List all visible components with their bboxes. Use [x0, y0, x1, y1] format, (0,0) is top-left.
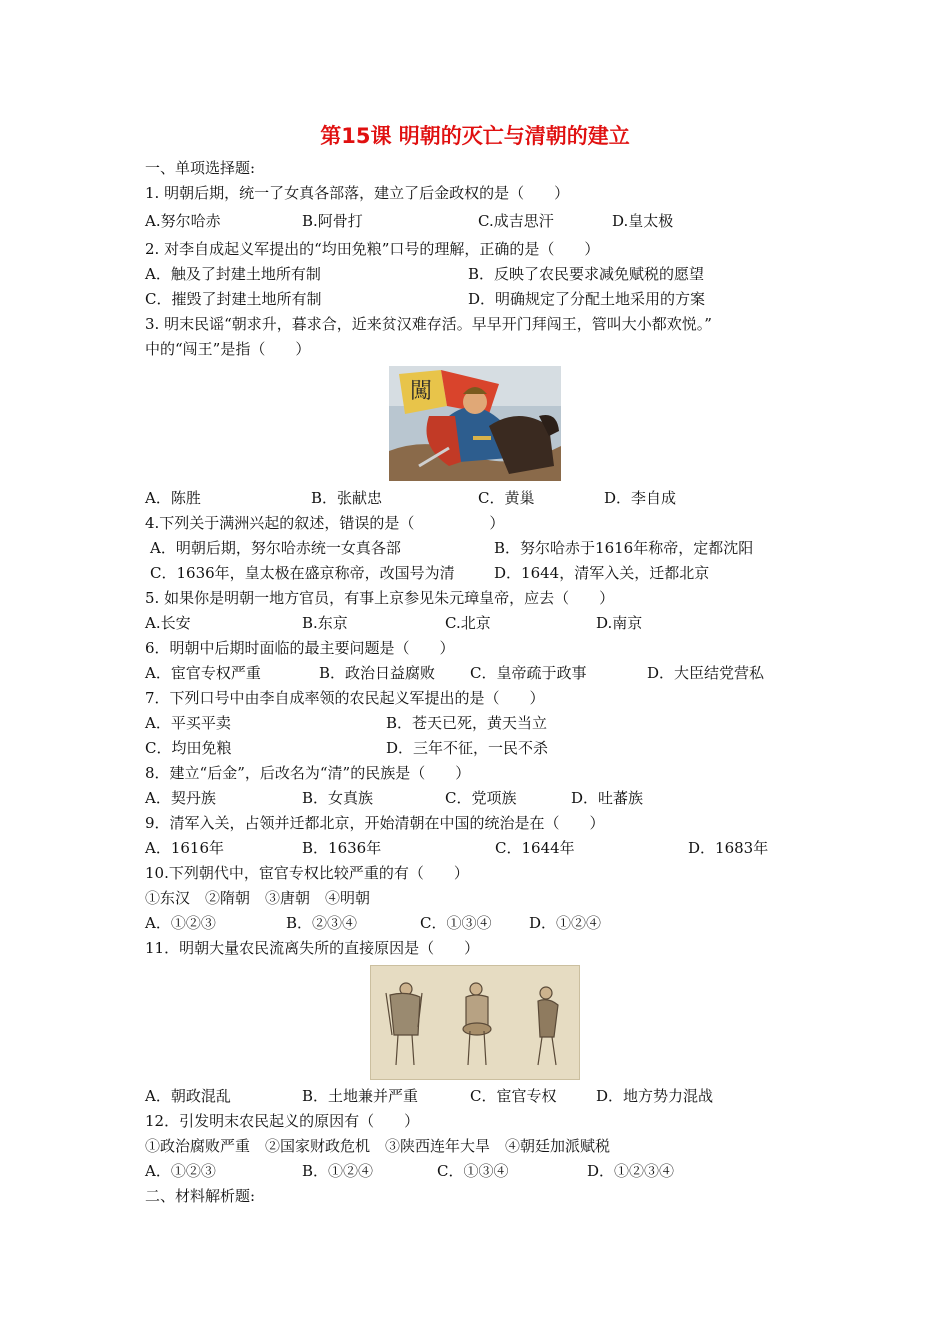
q9-option-d: D．1683年 [688, 839, 769, 857]
q1-option-d: D.皇太极 [612, 212, 674, 230]
q12-option-c: C．①③④ [437, 1162, 509, 1180]
q11-option-c: C．宦官专权 [470, 1087, 557, 1105]
q6-option-b: B．政治日益腐败 [319, 664, 436, 682]
q8-option-c: C．党项族 [445, 789, 517, 807]
question-10-items: ①东汉 ②隋朝 ③唐朝 ④明朝 [145, 889, 371, 907]
q1-option-b: B.阿骨打 [302, 212, 363, 230]
q5-option-a: A.长安 [145, 614, 191, 632]
question-5-stem: 5. 如果你是明朝一地方官员，有事上京参见朱元璋皇帝，应去（ ） [145, 589, 615, 607]
q3-option-c: C．黄巢 [478, 489, 535, 507]
refugees-painting [370, 965, 580, 1080]
question-7-stem: 7．下列口号中由李自成率领的农民起义军提出的是（ ） [145, 689, 545, 707]
li-zicheng-illustration [389, 366, 561, 481]
q6-option-d: D．大臣结党营私 [647, 664, 765, 682]
q9-option-b: B．1636年 [302, 839, 382, 857]
q6-option-c: C．皇帝疏于政事 [470, 664, 587, 682]
q10-option-c: C．①③④ [420, 914, 492, 932]
q9-option-c: C．1644年 [495, 839, 575, 857]
question-3-stem-cont: 中的“闯王”是指（ ） [145, 340, 311, 358]
q9-option-a: A．1616年 [145, 839, 225, 857]
q11-option-b: B．土地兼并严重 [302, 1087, 419, 1105]
q2-option-d: D．明确规定了分配土地采用的方案 [468, 290, 706, 308]
banner-character: 闖 [409, 379, 433, 404]
q7-option-d: D．三年不征，一民不杀 [386, 739, 549, 757]
q5-option-d: D.南京 [596, 614, 643, 632]
q3-option-a: A．陈胜 [145, 489, 201, 507]
q10-option-b: B．②③④ [286, 914, 358, 932]
question-2-stem: 2. 对李自成起义军提出的“均田免粮”口号的理解，正确的是（ ） [145, 240, 600, 258]
q4-option-b: B．努尔哈赤于1616年称帝，定都沈阳 [494, 539, 754, 557]
question-8-stem: 8．建立“后金”，后改名为“清”的民族是（ ） [145, 764, 471, 782]
section-heading-material: 二、材料解析题: [145, 1187, 256, 1205]
section-heading-choice: 一、单项选择题: [145, 159, 256, 177]
q2-option-c: C．摧毁了封建土地所有制 [145, 290, 322, 308]
q3-option-d: D．李自成 [604, 489, 677, 507]
q5-option-b: B.东京 [302, 614, 348, 632]
question-9-stem: 9．清军入关，占领并迁都北京，开始清朝在中国的统治是在（ ） [145, 814, 605, 832]
q8-option-d: D．吐蕃族 [571, 789, 644, 807]
page-title: 第15课 明朝的灭亡与清朝的建立 [320, 124, 630, 148]
q8-option-a: A．契丹族 [145, 789, 216, 807]
q4-option-d: D．1644，清军入关，迁都北京 [494, 564, 710, 582]
q1-option-c: C.成吉思汗 [478, 212, 554, 230]
q4-option-c: C．1636年，皇太极在盛京称帝，改国号为清 [150, 564, 455, 582]
q10-option-a: A．①②③ [145, 914, 216, 932]
q7-option-a: A．平买平卖 [145, 714, 231, 732]
q12-option-d: D．①②③④ [587, 1162, 675, 1180]
question-4-stem: 4.下列关于满洲兴起的叙述，错误的是（ ） [145, 514, 505, 532]
q12-option-b: B．①②④ [302, 1162, 374, 1180]
question-11-stem: 11．明朝大量农民流离失所的直接原因是（ ） [145, 939, 480, 957]
question-3-stem: 3. 明末民谣“朝求升，暮求合，近来贫汉难存活。早早开门拜闯王，管叫大小都欢悦。” [145, 315, 712, 333]
q7-option-c: C．均田免粮 [145, 739, 232, 757]
q2-option-a: A．触及了封建土地所有制 [145, 265, 321, 283]
q6-option-a: A．宦官专权严重 [145, 664, 261, 682]
q1-option-a: A.努尔哈赤 [145, 212, 221, 230]
q3-option-b: B．张献忠 [311, 489, 383, 507]
q2-option-b: B．反映了农民要求减免赋税的愿望 [468, 265, 705, 283]
q8-option-b: B．女真族 [302, 789, 374, 807]
question-6-stem: 6．明朝中后期时面临的最主要问题是（ ） [145, 639, 455, 657]
q5-option-c: C.北京 [445, 614, 491, 632]
q4-option-a: A．明朝后期，努尔哈赤统一女真各部 [150, 539, 401, 557]
question-10-stem: 10.下列朝代中，宦官专权比较严重的有（ ） [145, 864, 469, 882]
question-12-items: ①政治腐败严重 ②国家财政危机 ③陕西连年大旱 ④朝廷加派赋税 [145, 1137, 611, 1155]
q7-option-b: B．苍天已死，黄天当立 [386, 714, 548, 732]
q12-option-a: A．①②③ [145, 1162, 216, 1180]
q11-option-d: D．地方势力混战 [596, 1087, 714, 1105]
question-12-stem: 12．引发明末农民起义的原因有（ ） [145, 1112, 420, 1130]
q10-option-d: D．①②④ [529, 914, 602, 932]
question-1-stem: 1. 明朝后期，统一了女真各部落，建立了后金政权的是（ ） [145, 184, 570, 202]
q11-option-a: A．朝政混乱 [145, 1087, 231, 1105]
